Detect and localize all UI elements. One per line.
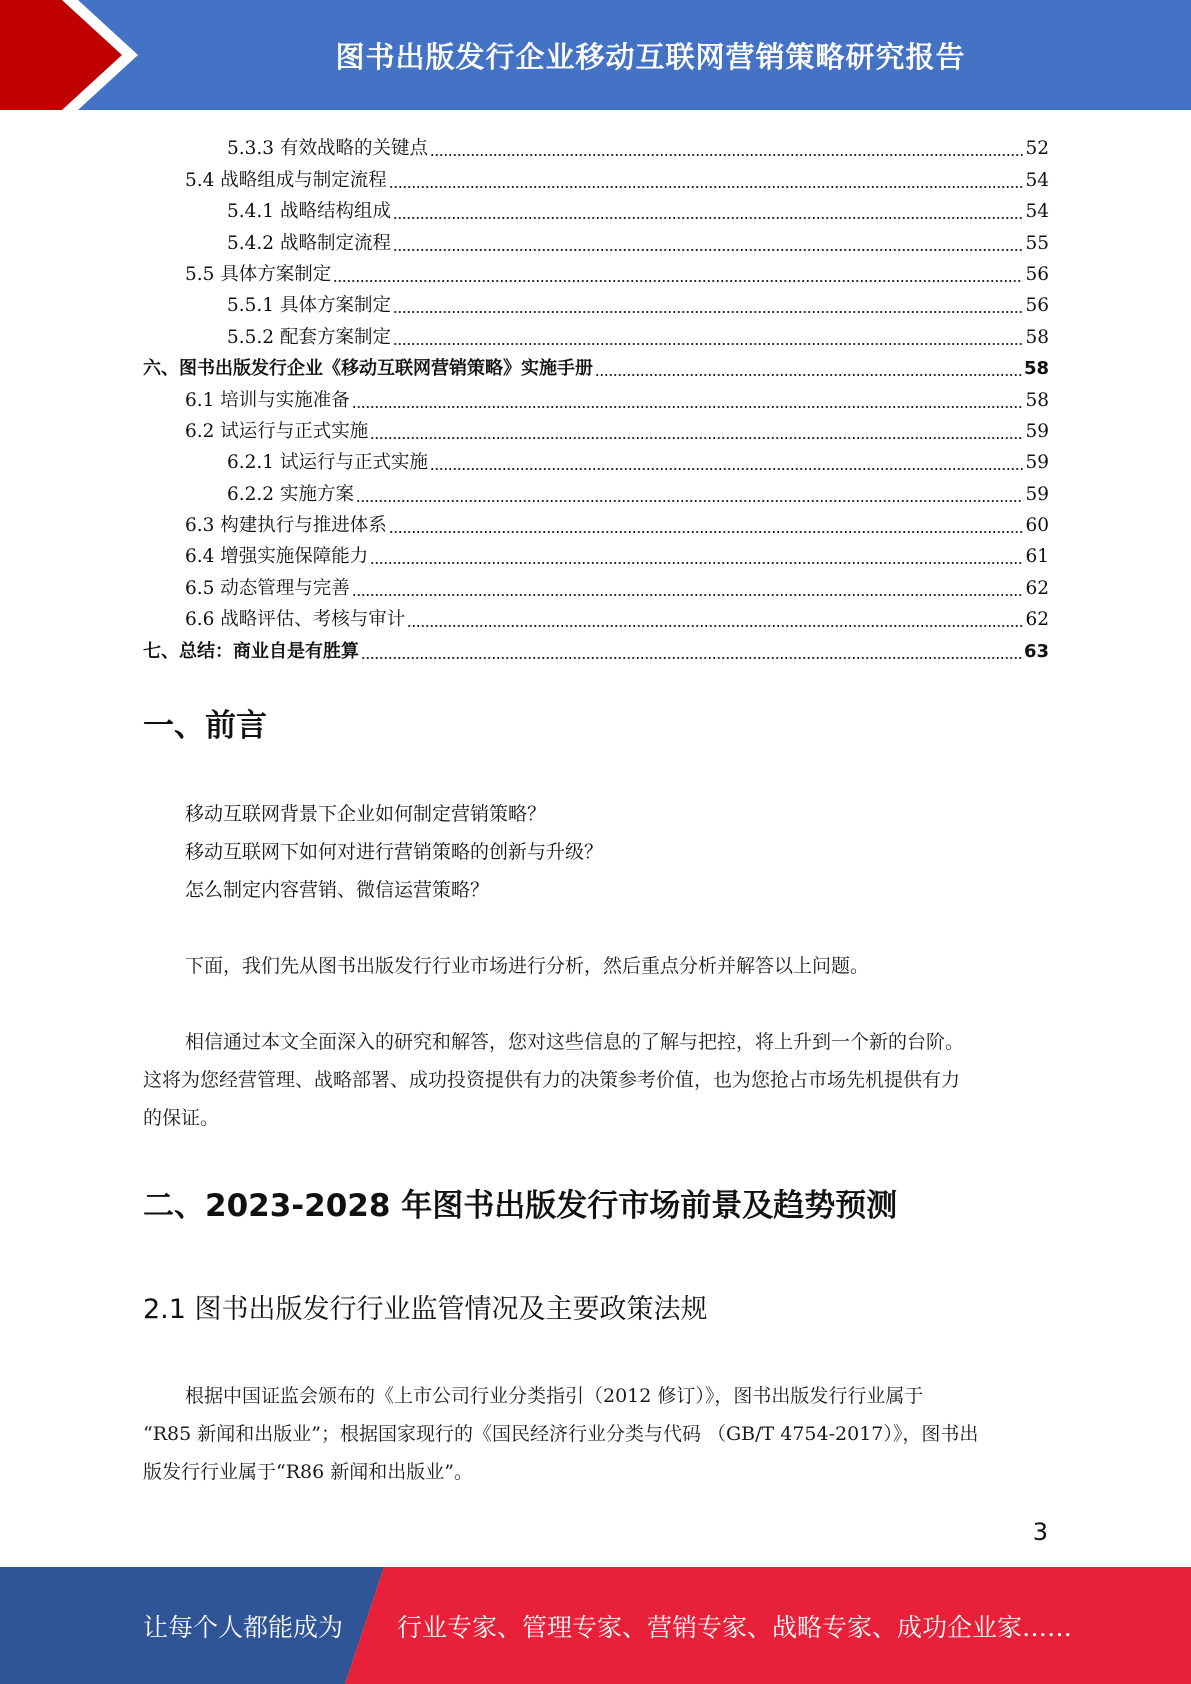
toc-entry-title: 5.3.3 有效战略的关键点 xyxy=(227,138,428,160)
question-item: 移动互联网背景下企业如何制定营销策略？ xyxy=(185,803,547,825)
toc-entry[interactable] xyxy=(143,507,1049,538)
toc-entry[interactable] xyxy=(143,569,1049,600)
toc-page-number: 54 xyxy=(1025,201,1049,223)
toc-page-number: 62 xyxy=(1025,577,1049,599)
toc-page-number: 59 xyxy=(1025,420,1049,442)
toc-page-number: 58 xyxy=(1023,358,1049,380)
toc-dot-leader xyxy=(393,249,1023,251)
toc-entry[interactable] xyxy=(143,287,1049,318)
header-banner xyxy=(0,0,1191,110)
question-item: 移动互联网下如何对进行营销策略的创新与升级？ xyxy=(185,841,604,863)
toc-page-number: 59 xyxy=(1025,483,1049,505)
toc-entry-title: 6.1 培训与实施准备 xyxy=(185,389,350,411)
toc-entry[interactable] xyxy=(143,350,1049,381)
toc-entry[interactable] xyxy=(143,444,1049,475)
preface-paragraph-2 xyxy=(143,1023,1049,1137)
toc-dot-leader xyxy=(370,437,1023,439)
toc-dot-leader xyxy=(333,280,1023,282)
toc-page-number: 54 xyxy=(1025,169,1049,191)
preface-paragraph-1: 下面，我们先从图书出版发行行业市场进行分析，然后重点分析并解答以上问题。 xyxy=(185,955,870,977)
toc-page-number: 61 xyxy=(1025,546,1049,568)
toc-page-number: 52 xyxy=(1025,138,1049,160)
toc-page-number: 60 xyxy=(1025,515,1049,537)
footer-slogan-right: 行业专家、管理专家、营销专家、战略专家、成功企业家…… xyxy=(397,1612,1073,1642)
toc-entry[interactable] xyxy=(143,256,1049,287)
section-heading-market-outlook: 二、2023-2028 年图书出版发行市场前景及趋势预测 xyxy=(143,1188,898,1224)
question-item: 怎么制定内容营销、微信运营策略？ xyxy=(185,879,490,901)
toc-entry[interactable] xyxy=(143,632,1049,663)
toc-entry-title: 5.5.2 配套方案制定 xyxy=(227,326,391,348)
toc-entry-title: 6.2 试运行与正式实施 xyxy=(185,420,369,442)
toc-dot-leader xyxy=(352,406,1024,408)
toc-dot-leader xyxy=(352,594,1024,596)
paragraph-line: “R85 新闻和出版业”；根据国家现行的《国民经济行业分类与代码 （GB/T 4754-2017）》，图书出 xyxy=(143,1423,979,1445)
toc-page-number: 58 xyxy=(1025,326,1049,348)
toc-entry-title: 6.3 构建执行与推进体系 xyxy=(185,515,387,537)
toc-entry-title: 6.2.2 实施方案 xyxy=(227,483,354,505)
toc-entry-title: 5.5.1 具体方案制定 xyxy=(227,295,391,317)
paragraph-line: 相信通过本文全面深入的研究和解答，您对这些信息的了解与把控，将上升到一个新的台阶。 xyxy=(185,1031,965,1053)
toc-page-number: 62 xyxy=(1025,609,1049,631)
toc-dot-leader xyxy=(356,500,1024,502)
toc-entry-title: 七、总结：商业自是有胜算 xyxy=(143,640,359,662)
toc-page-number: 63 xyxy=(1023,640,1049,662)
toc-entry-title: 5.4 战略组成与制定流程 xyxy=(185,169,387,191)
toc-entry-title: 6.2.1 试运行与正式实施 xyxy=(227,452,428,474)
toc-entry-title: 6.6 战略评估、考核与审计 xyxy=(185,609,406,631)
toc-entry[interactable] xyxy=(143,381,1049,412)
toc-dot-leader xyxy=(595,374,1022,376)
toc-entry[interactable] xyxy=(143,413,1049,444)
toc-dot-leader xyxy=(361,657,1022,659)
toc-page-number: 56 xyxy=(1025,295,1049,317)
report-title: 图书出版发行企业移动互联网营销策略研究报告 xyxy=(335,39,966,74)
paragraph-line: 根据中国证监会颁布的《上市公司行业分类指引（2012 修订）》，图书出版发行行业属于 xyxy=(185,1385,924,1407)
toc-page-number: 55 xyxy=(1025,232,1049,254)
regulation-paragraph xyxy=(143,1377,1049,1491)
section-heading-preface: 一、前言 xyxy=(143,708,267,744)
table-of-contents xyxy=(143,130,1049,664)
toc-entry[interactable] xyxy=(143,161,1049,192)
toc-page-number: 56 xyxy=(1025,263,1049,285)
subsection-heading-regulation: 2.1 图书出版发行行业监管情况及主要政策法规 xyxy=(143,1294,708,1325)
toc-entry-title: 六、图书出版发行企业《移动互联网营销策略》实施手册 xyxy=(143,358,593,380)
toc-entry[interactable] xyxy=(143,193,1049,224)
toc-dot-leader xyxy=(389,186,1024,188)
footer-banner xyxy=(0,1567,1191,1684)
toc-dot-leader xyxy=(430,154,1023,156)
toc-dot-leader xyxy=(389,531,1024,533)
toc-dot-leader xyxy=(393,311,1023,313)
toc-dot-leader xyxy=(393,217,1023,219)
paragraph-line: 版发行行业属于“R86 新闻和出版业”。 xyxy=(143,1461,473,1483)
toc-entry[interactable] xyxy=(143,130,1049,161)
page-number: 3 xyxy=(1032,1518,1048,1546)
footer-slogan-left: 让每个人都能成为 xyxy=(143,1612,344,1642)
toc-entry[interactable] xyxy=(143,538,1049,569)
toc-entry[interactable] xyxy=(143,318,1049,349)
toc-dot-leader xyxy=(370,562,1023,564)
toc-entry[interactable] xyxy=(143,601,1049,632)
toc-entry[interactable] xyxy=(143,224,1049,255)
toc-entry-title: 5.4.2 战略制定流程 xyxy=(227,232,391,254)
toc-entry-title: 5.4.1 战略结构组成 xyxy=(227,201,391,223)
toc-entry-title: 5.5 具体方案制定 xyxy=(185,263,332,285)
toc-dot-leader xyxy=(430,468,1023,470)
toc-dot-leader xyxy=(407,625,1023,627)
toc-entry-title: 6.5 动态管理与完善 xyxy=(185,577,350,599)
paragraph-line: 这将为您经营管理、战略部署、成功投资提供有力的决策参考价值，也为您抢占市场先机提供有力 xyxy=(143,1069,961,1091)
toc-page-number: 58 xyxy=(1025,389,1049,411)
toc-entry-title: 6.4 增强实施保障能力 xyxy=(185,546,369,568)
toc-entry[interactable] xyxy=(143,475,1049,506)
question-list xyxy=(185,795,603,909)
toc-page-number: 59 xyxy=(1025,452,1049,474)
toc-dot-leader xyxy=(393,343,1023,345)
paragraph-line: 的保证。 xyxy=(143,1107,220,1129)
red-chevron-decoration xyxy=(0,0,160,110)
